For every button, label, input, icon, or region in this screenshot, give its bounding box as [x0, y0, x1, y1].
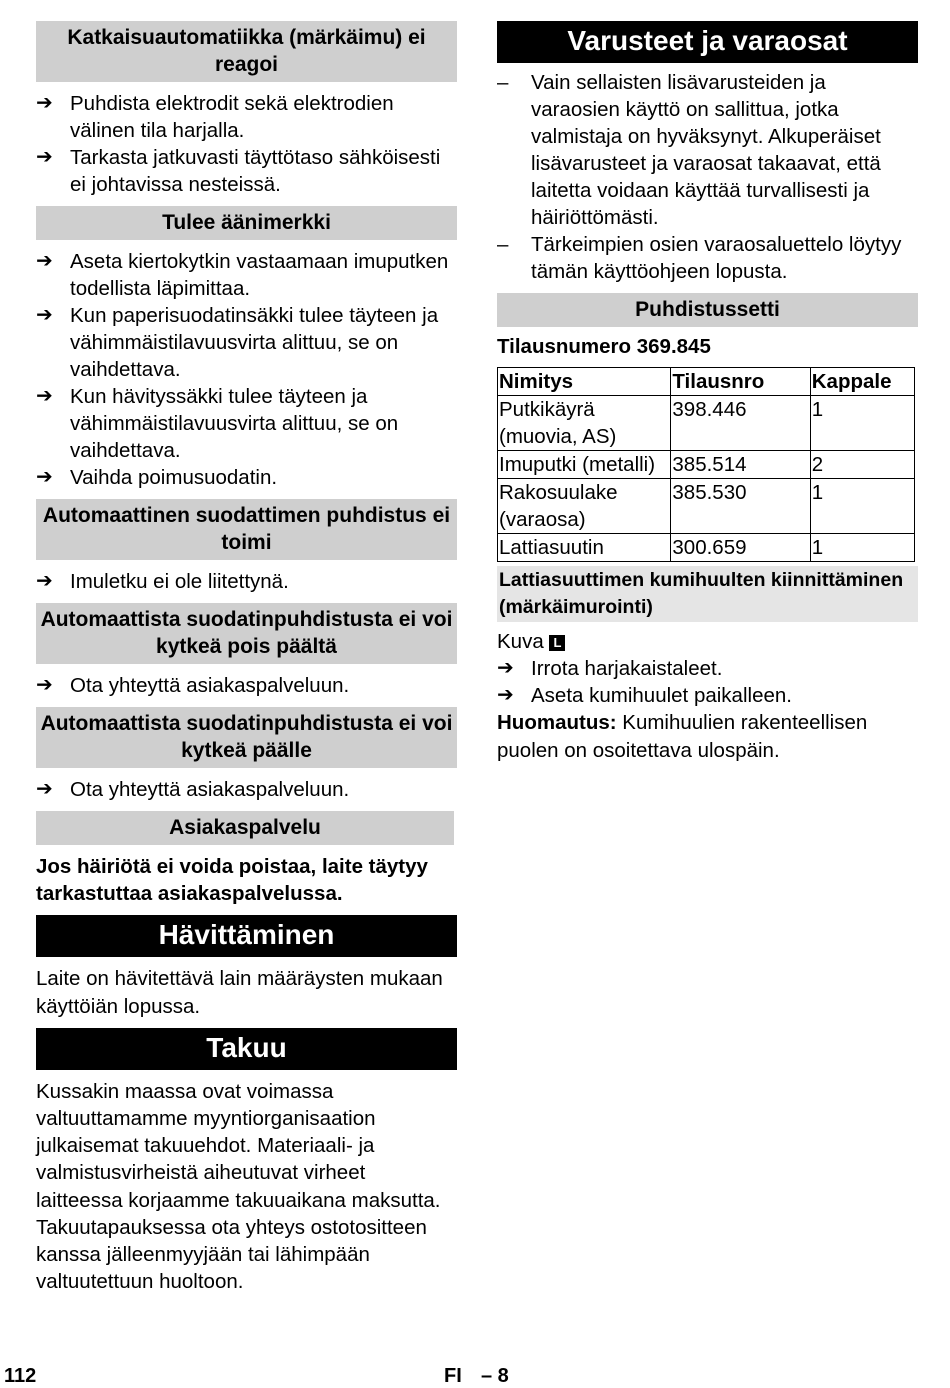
warranty-text: Kussakin maassa ovat voimassa valtuuttamamme myyntiorganisaation julkaisemat takuuehdot. Materiaali- ja valmistusvirheistä aiheutuvat virheet laitteessa korjaamme takuuaikana maksutta. Takuutapauksessa ota yhteys ostotositteen kanssa jälleenmyyjään tai lähimpään valtuutettuun huoltoon. [36, 1079, 441, 1294]
language-code: FI [444, 1365, 462, 1387]
table-cell: 1 [810, 479, 914, 534]
section-heading-cannot-switch-on: Automaattista suodatinpuhdistusta ei voi kytkeä päälle [36, 707, 457, 768]
table-cell: Lattiasuutin [498, 534, 671, 562]
list-item: – Vain sellaisten lisävarusteiden ja varaosien käyttö on sallittua, jotka valmistaja on hyväksynyt. Alkuperäiset lisävarusteet ja varaosat takaavat, että laitetta voidaan käyttää turvallisesti ja häiriöttömästi. [497, 71, 881, 229]
section-heading-cannot-switch-off: Automaattista suodatinpuhdistusta ei voi kytkeä pois päältä [36, 603, 457, 664]
column-header: Kappale [810, 368, 914, 396]
table-header-row [498, 368, 915, 396]
table-cell: 398.446 [671, 396, 810, 451]
table-cell: 1 [810, 534, 914, 562]
list-item: ➔ Kun hävityssäkki tulee täyteen ja vähimmäistilavuusvirta alittuu, se on vaihdettava. [36, 385, 399, 462]
section-heading-beep: Tulee äänimerkki [36, 206, 457, 240]
list-item: ➔ Kun paperisuodatinsäkki tulee täyteen ja vähimmäistilavuusvirta alittuu, se on vaihdettava. [36, 304, 439, 381]
section-heading-disposal: Hävittäminen [36, 915, 457, 957]
arrow-icon: ➔ [36, 674, 53, 696]
left-column [36, 21, 457, 1295]
figure-letter-icon: L [549, 635, 565, 651]
arrow-icon: ➔ [36, 146, 53, 168]
arrow-icon: ➔ [36, 304, 53, 326]
list-item: ➔ Tarkasta jatkuvasti täyttötaso sähköisesti ei johtavissa nesteissä. [36, 146, 441, 196]
section-heading-rubber-lips: Lattiasuuttimen kumihuulten kiinnittäminen (märkäimurointi) [497, 566, 918, 622]
section-heading-cleaning-set: Puhdistussetti [497, 293, 918, 327]
table-row [498, 451, 915, 479]
parts-table [497, 367, 915, 562]
list-item: ➔ Aseta kumihuulet paikalleen. [497, 684, 792, 708]
arrow-icon: ➔ [497, 657, 514, 680]
arrow-icon: ➔ [36, 92, 53, 114]
order-number: Tilausnumero 369.845 [497, 335, 711, 358]
note [497, 709, 918, 763]
arrow-icon: ➔ [36, 778, 53, 800]
table-cell: 1 [810, 396, 914, 451]
section-heading-customer-service: Asiakaspalvelu [36, 811, 454, 845]
list-item: ➔ Imuletku ei ole liitettynä. [36, 570, 289, 593]
table-cell: Imuputki (metalli) [498, 451, 671, 479]
table-cell: Putkikäyrä (muovia, AS) [498, 396, 671, 451]
disposal-text: Laite on hävitettävä lain määräysten mukaan käyttöiän lopussa. [36, 967, 443, 1018]
arrow-icon: ➔ [36, 466, 53, 488]
page-number: 112 [4, 1365, 37, 1387]
table-row [498, 396, 915, 451]
table-row [498, 534, 915, 562]
column-header: Tilausnro [671, 368, 810, 396]
list-item: ➔ Irrota harjakaistaleet. [497, 657, 723, 681]
table-cell: 2 [810, 451, 914, 479]
arrow-icon: ➔ [497, 684, 514, 707]
table-cell: 300.659 [671, 534, 810, 562]
note-text: Kumihuulien rakenteellisen puolen on osoitettava ulospäin. [497, 711, 868, 762]
arrow-icon: ➔ [36, 250, 53, 272]
list-item: ➔ Puhdista elektrodit sekä elektrodien välinen tila harjalla. [36, 92, 394, 142]
sub-page-number: – 8 [481, 1365, 509, 1387]
figure-reference: Kuva L [497, 628, 918, 655]
section-heading-filter-cleaning: Automaattinen suodattimen puhdistus ei toimi [36, 499, 457, 560]
arrow-icon: ➔ [36, 570, 53, 592]
table-cell: 385.530 [671, 479, 810, 534]
list-item: ➔ Ota yhteyttä asiakaspalveluun. [36, 674, 350, 697]
table-cell: Rakosuulake (varaosa) [498, 479, 671, 534]
list-item: ➔ Ota yhteyttä asiakaspalveluun. [36, 778, 350, 801]
arrow-icon: ➔ [36, 385, 53, 407]
list-item: ➔ Aseta kiertokytkin vastaamaan imuputken todellista läpimittaa. [36, 250, 449, 300]
right-column [497, 21, 918, 764]
list-item: ➔ Vaihda poimusuodatin. [36, 466, 278, 489]
table-row [498, 479, 915, 534]
dash-bullet: – [497, 71, 509, 94]
section-heading-auto-shutoff: Katkaisuautomatiikka (märkäimu) ei reagoi [36, 21, 457, 82]
column-header: Nimitys [498, 368, 671, 396]
dash-bullet: – [497, 233, 509, 256]
list-item: – Tärkeimpien osien varaosaluettelo löytyy tämän käyttöohjeen lopusta. [497, 233, 902, 283]
table-cell: 385.514 [671, 451, 810, 479]
customer-service-text: Jos häiriötä ei voida poistaa, laite täytyy tarkastuttaa asiakaspalvelussa. [36, 855, 428, 906]
note-label: Huomautus: [497, 711, 617, 735]
section-heading-accessories: Varusteet ja varaosat [497, 21, 918, 63]
section-heading-warranty: Takuu [36, 1028, 457, 1070]
